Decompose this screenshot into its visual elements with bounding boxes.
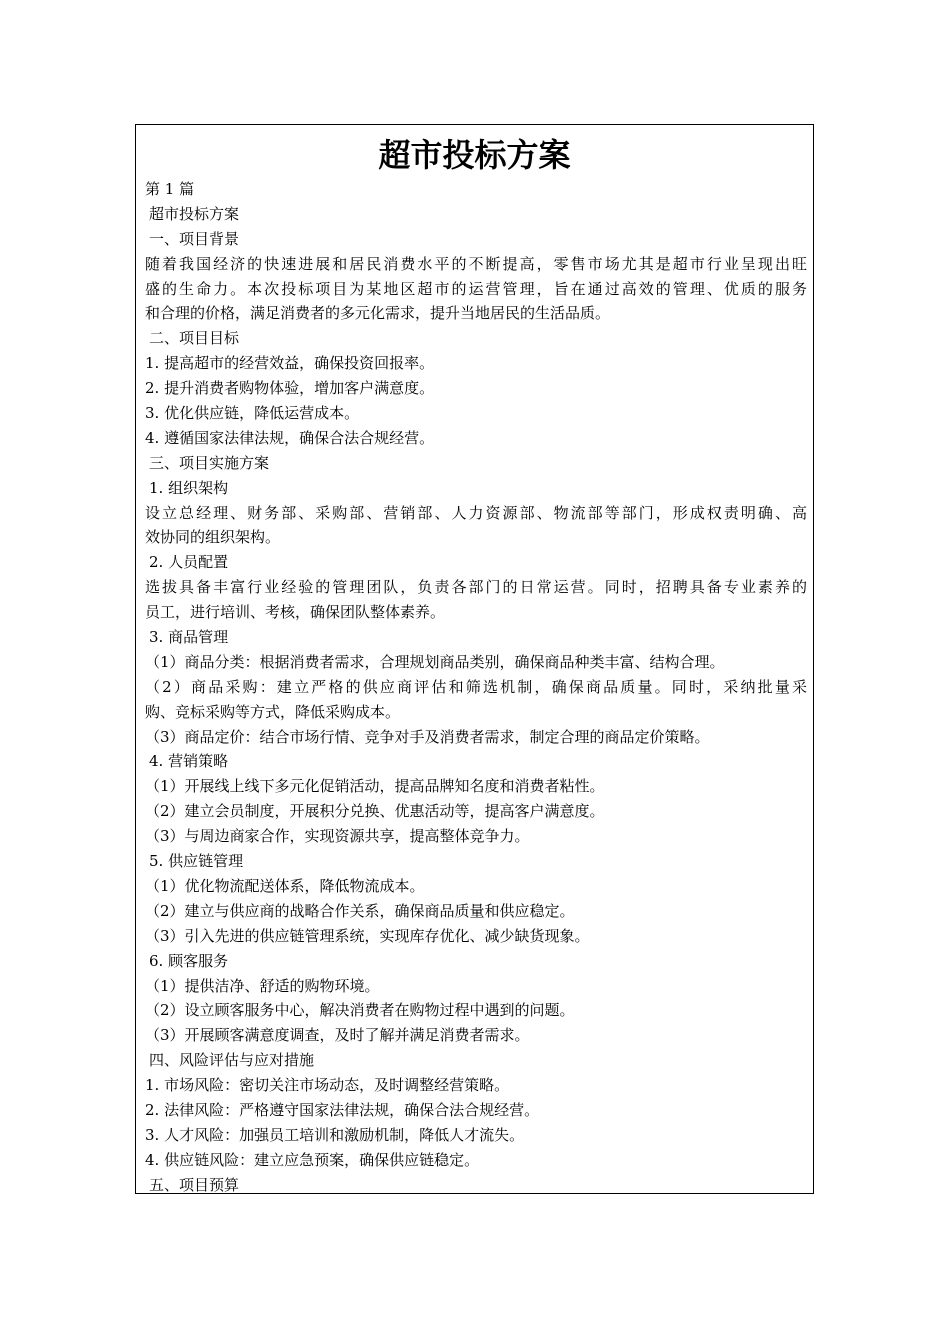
text-line: 一、项目背景	[149, 229, 240, 248]
text-line: （1）商品分类：根据消费者需求，合理规划商品类别，确保商品种类丰富、结构合理。	[145, 652, 725, 671]
text-line: 4. 遵循国家法律法规，确保合法合规经营。	[145, 428, 435, 447]
text-line: （2）商品采购：建立严格的供应商评估和筛选机制，确保商品质量。同时，采纳批量采	[145, 677, 807, 696]
text-line: 随着我国经济的快速进展和居民消费水平的不断提高，零售市场尤其是超市行业呈现出旺	[145, 254, 807, 273]
text-line: 四、风险评估与应对措施	[149, 1051, 315, 1070]
text-line: 购、竞标采购等方式，降低采购成本。	[145, 702, 401, 721]
text-line: 3. 人才风险：加强员工培训和激励机制，降低人才流失。	[145, 1125, 525, 1144]
text-line: （3）商品定价：结合市场行情、竞争对手及消费者需求，制定合理的商品定价策略。	[145, 727, 710, 746]
document-frame	[135, 124, 814, 1194]
text-line: （1）提供洁净、舒适的购物环境。	[145, 976, 380, 995]
text-line: 超市投标方案	[149, 204, 240, 223]
text-line: 1. 提高超市的经营效益，确保投资回报率。	[145, 354, 435, 373]
text-line: 五、项目预算	[149, 1175, 240, 1194]
text-line: 5. 供应链管理	[149, 852, 244, 871]
text-line: 1. 组织架构	[149, 478, 229, 497]
text-line: 3. 优化供应链，降低运营成本。	[145, 404, 360, 423]
text-line: 效协同的组织架构。	[145, 528, 281, 547]
text-line: 4. 供应链风险：建立应急预案，确保供应链稳定。	[145, 1150, 480, 1169]
text-line: 2. 提升消费者购物体验，增加客户满意度。	[145, 379, 435, 398]
text-line: （3）引入先进的供应链管理系统，实现库存优化、减少缺货现象。	[145, 926, 590, 945]
text-line: 盛的生命力。本次投标项目为某地区超市的运营管理，旨在通过高效的管理、优质的服务	[145, 279, 807, 298]
text-line: 和合理的价格，满足消费者的多元化需求，提升当地居民的生活品质。	[145, 304, 611, 323]
text-line: （1）开展线上线下多元化促销活动，提高品牌知名度和消费者粘性。	[145, 777, 605, 796]
text-line: 3. 商品管理	[149, 628, 229, 647]
text-line: （2）建立会员制度，开展积分兑换、优惠活动等，提高客户满意度。	[145, 802, 605, 821]
text-line: （2）设立顾客服务中心，解决消费者在购物过程中遇到的问题。	[145, 1001, 575, 1020]
text-line: （2）建立与供应商的战略合作关系，确保商品质量和供应稳定。	[145, 901, 575, 920]
document-body	[145, 177, 807, 1194]
document-title: 超市投标方案	[378, 136, 571, 174]
text-line: 第 1 篇	[145, 180, 195, 198]
text-line: （3）与周边商家合作，实现资源共享，提高整体竞争力。	[145, 827, 530, 846]
text-line: 员工，进行培训、考核，确保团队整体素养。	[145, 603, 446, 622]
text-line: 三、项目实施方案	[149, 453, 270, 472]
text-line: 二、项目目标	[149, 329, 240, 348]
text-line: 2. 人员配置	[149, 553, 229, 572]
text-line: （3）开展顾客满意度调查，及时了解并满足消费者需求。	[145, 1026, 530, 1045]
text-line: 4. 营销策略	[149, 752, 229, 771]
text-line: 2. 法律风险：严格遵守国家法律法规，确保合法合规经营。	[145, 1100, 540, 1119]
text-line: 选拔具备丰富行业经验的管理团队，负责各部门的日常运营。同时，招聘具备专业素养的	[145, 578, 807, 597]
text-line: 1. 市场风险：密切关注市场动态，及时调整经营策略。	[145, 1076, 510, 1095]
text-line: （1）优化物流配送体系，降低物流成本。	[145, 876, 425, 895]
text-line: 6. 顾客服务	[149, 951, 229, 970]
text-line: 设立总经理、财务部、采购部、营销部、人力资源部、物流部等部门，形成权责明确、高	[145, 503, 807, 522]
